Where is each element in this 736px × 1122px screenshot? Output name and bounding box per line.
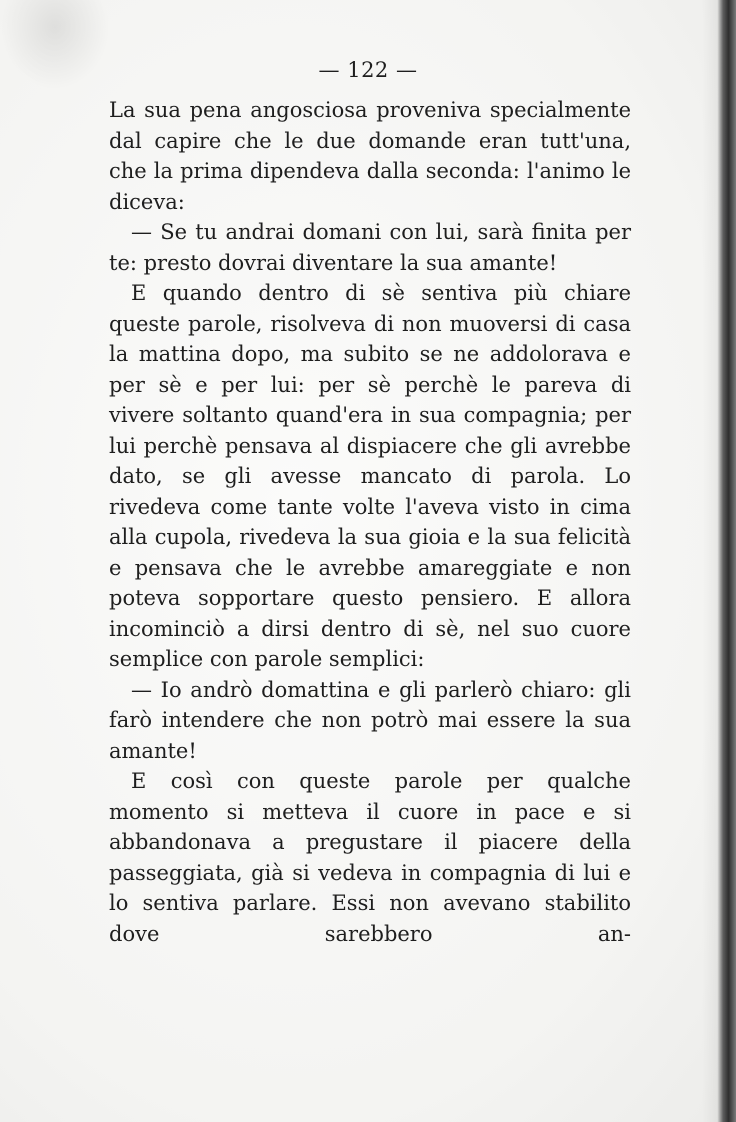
paragraph-1: La sua pena angosciosa proveniva specialmente dal capire che le due domande eran tutt'una, che la prima dipendeva dalla seconda: l'animo le diceva: bbox=[109, 98, 631, 214]
page-number: — 122 — bbox=[318, 58, 418, 82]
paragraph-5: E così con queste parole per qualche momento si metteva il cuore in pace e si abbandonava a pregustare il piacere della passeggiata, già si vedeva in compagnia di lui e lo sentiva parlare. Essi non avevano stabilito dove sarebbero an- bbox=[109, 769, 631, 946]
page-body bbox=[109, 95, 631, 949]
page-binding-edge bbox=[702, 0, 736, 1122]
paragraph-3: E quando dentro di sè sentiva più chiare queste parole, risolveva di non muoversi di casa la mattina dopo, ma subito se ne addolorava e per sè e per lui: per sè perchè le pareva di vivere soltanto quand'era in sua compagnia; per lui perchè pensava al dispiacere che gli avrebbe dato, se gli avesse mancato di parola. Lo rivedeva come tante volte l'aveva visto in cima alla cupola, rivedeva la sua gioia e la sua felicità e pensava che le avrebbe amareggiate e non poteva sopportare questo pensiero. E allora incominciò a dirsi dentro di sè, nel suo cuore semplice con parole semplici: bbox=[109, 281, 631, 671]
paragraph-2: — Se tu andrai domani con lui, sarà finita per te: presto dovrai diventare la sua amante! bbox=[109, 220, 631, 275]
paragraph-4: — Io andrò domattina e gli parlerò chiaro: gli farò intendere che non potrò mai essere la sua amante! bbox=[109, 677, 631, 763]
